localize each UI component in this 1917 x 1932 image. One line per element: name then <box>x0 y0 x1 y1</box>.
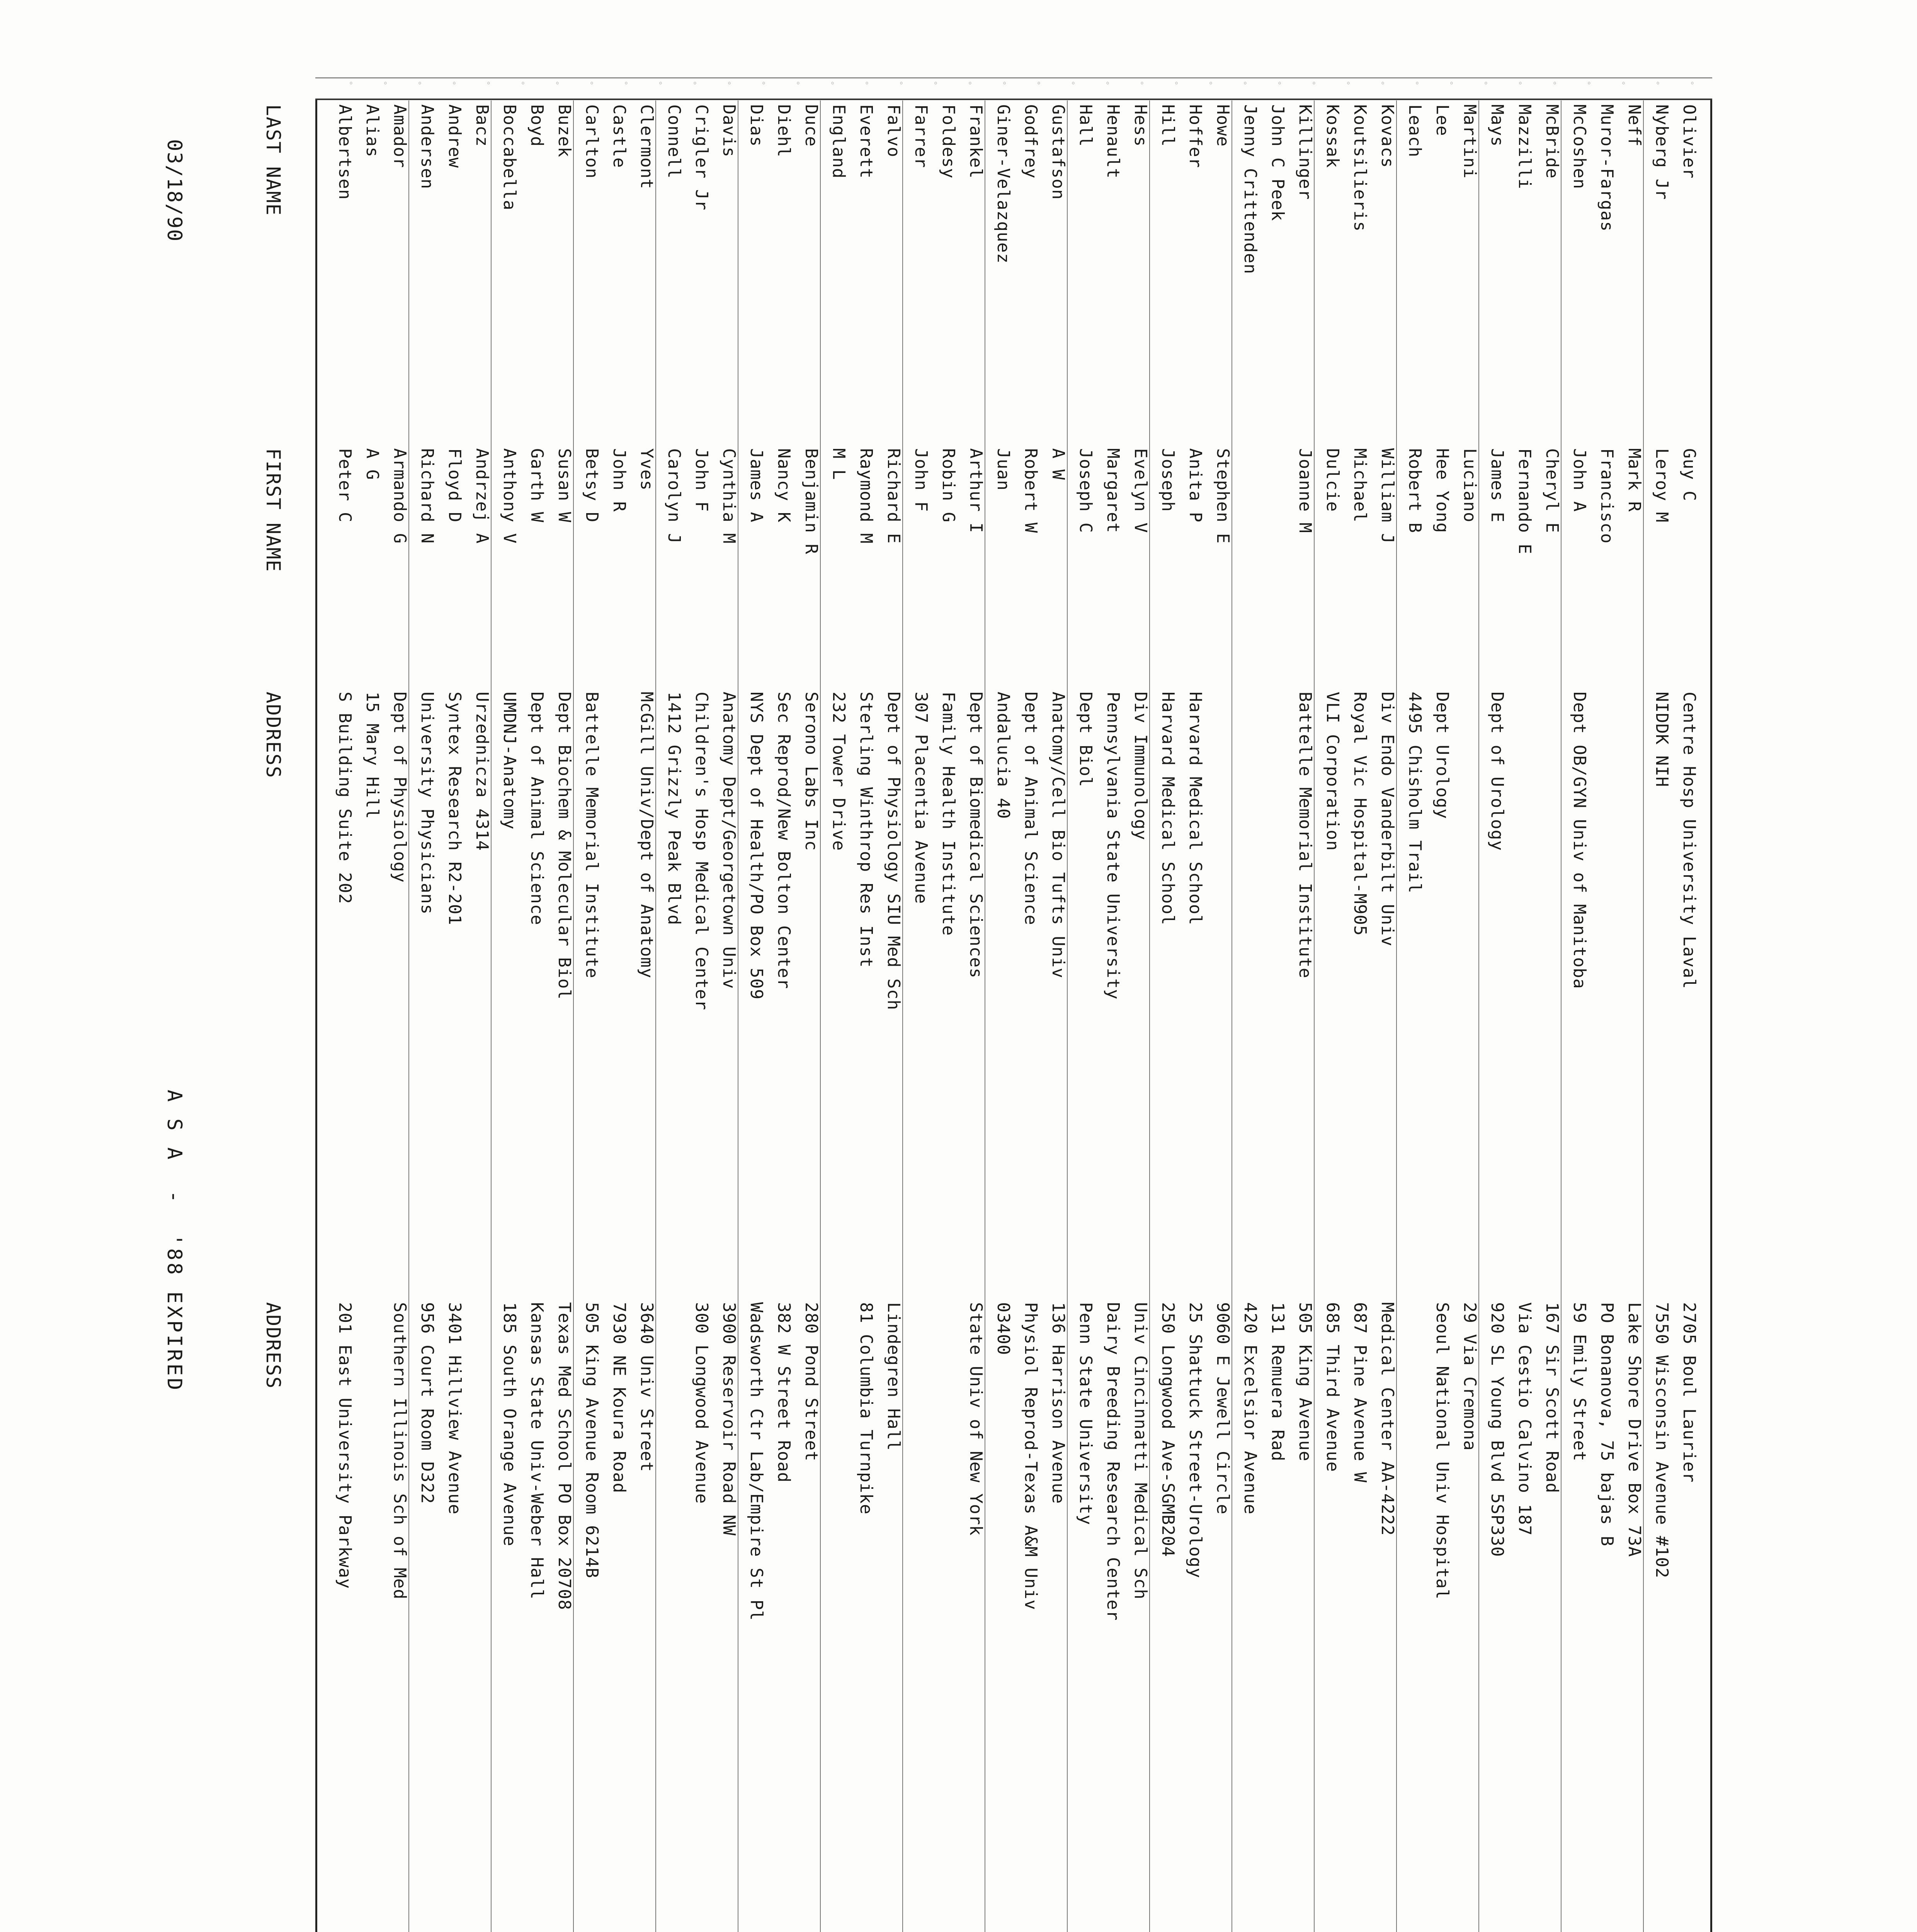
table-row <box>1123 0 1150 1932</box>
cell-last: Alias <box>362 104 382 158</box>
cell-first: Floyd D <box>445 448 464 523</box>
cell-last: Andrew <box>445 104 464 168</box>
cell-addr1: VLI Corporation <box>1323 692 1342 851</box>
cell-last: Olivier <box>1679 104 1699 179</box>
cell-addr2: 7930 NE Koura Road <box>609 1302 629 1493</box>
cell-first: Dulcie <box>1323 448 1342 512</box>
cell-addr1: NYS Dept of Health/PO Box 509 <box>747 692 766 1000</box>
cell-first: John F <box>692 448 711 512</box>
cell-last: Connell <box>664 104 684 179</box>
cell-first: Andrzej A <box>472 448 492 544</box>
cell-first: Robin G <box>939 448 958 523</box>
cell-first: Mark R <box>1624 448 1644 512</box>
feed-hole-mark: ◦ <box>621 81 631 86</box>
col-header-address-2: ADDRESS <box>262 1302 284 1389</box>
cell-last: Godfrey <box>1021 104 1041 179</box>
cell-addr2: 29 Via Cremona <box>1460 1302 1480 1451</box>
cell-first: William J <box>1378 448 1397 544</box>
cell-first: Joanne M <box>1295 448 1315 533</box>
table-row <box>382 0 409 1932</box>
cell-addr2: 59 Emily Street <box>1570 1302 1589 1462</box>
cell-addr2: 3401 Hillview Avenue <box>445 1302 464 1515</box>
cell-addr2: Dairy Breeding Research Center <box>1103 1302 1123 1621</box>
cell-last: Howe <box>1213 104 1233 147</box>
cell-first: Peter C <box>335 448 355 523</box>
cell-first: Carolyn J <box>664 448 684 544</box>
table-row <box>327 0 354 1932</box>
cell-last: Amador <box>390 104 410 168</box>
feed-hole-mark: ◦ <box>1584 81 1594 86</box>
cell-last: Mays <box>1487 104 1507 147</box>
cell-last: Clermont <box>637 104 657 189</box>
cell-last: Koutsilieris <box>1350 104 1370 232</box>
cell-addr1: Div Immunology <box>1131 692 1150 840</box>
cell-first: Benjamin R <box>801 448 821 554</box>
cell-addr1: Pennsylvania State University <box>1103 692 1123 1000</box>
cell-first: John F <box>911 448 931 512</box>
col-header-address-1: ADDRESS <box>262 692 284 779</box>
table-row <box>1534 0 1561 1932</box>
cell-last: Kovacs <box>1378 104 1397 168</box>
cell-first: A W <box>1048 448 1068 480</box>
cell-last: Giner-Velazquez <box>993 104 1013 264</box>
table-row <box>1260 0 1287 1932</box>
table-row <box>1616 0 1644 1932</box>
feed-hole-mark: ◦ <box>759 81 768 86</box>
table-row <box>711 0 738 1932</box>
cell-last: Davis <box>719 104 739 158</box>
cell-addr2: 382 W Street Road <box>774 1302 794 1483</box>
cell-addr1: Battelle Memorial Institute <box>1295 692 1315 979</box>
cell-addr2: 685 Third Avenue <box>1323 1302 1342 1472</box>
cell-addr1: Serono Labs Inc <box>801 692 821 851</box>
cell-addr2: 505 King Avenue Room 6214B <box>582 1302 602 1578</box>
table-row <box>738 0 766 1932</box>
cell-addr1: Dept of Physiology <box>390 692 410 883</box>
cell-addr1: Dept of Animal Science <box>527 692 547 925</box>
feed-hole-mark: ◦ <box>1687 81 1697 86</box>
cell-last: Hoffer <box>1186 104 1205 168</box>
feed-hole-mark: ◦ <box>931 81 940 86</box>
table-row <box>766 0 793 1932</box>
feed-hole-mark: ◦ <box>690 81 699 86</box>
cell-addr2: State Univ of New York <box>966 1302 986 1536</box>
feed-hole-mark: ◦ <box>1206 81 1215 86</box>
cell-addr1: 4495 Chisholm Trail <box>1405 692 1425 894</box>
cell-first: Armando G <box>390 448 410 544</box>
cell-first: Guy C <box>1679 448 1699 502</box>
report-title: A S A - '88 EXPIRED <box>163 1090 186 1393</box>
cell-addr2: Texas Med School PO Box 20708 <box>555 1302 574 1611</box>
cell-last: Neff <box>1624 104 1644 147</box>
cell-addr2: Kansas State Univ-Weber Hall <box>527 1302 547 1600</box>
table-row <box>1287 0 1315 1932</box>
feed-hole-mark: ◦ <box>415 81 424 86</box>
cell-addr1: S Building Suite 202 <box>335 692 355 904</box>
feed-hole-mark: ◦ <box>484 81 493 86</box>
table-row <box>1507 0 1534 1932</box>
cell-last: Hill <box>1158 104 1178 147</box>
feed-hole-mark: ◦ <box>1309 81 1318 86</box>
table-row <box>1068 0 1095 1932</box>
cell-addr2: 201 East University Parkway <box>335 1302 355 1589</box>
cell-addr1: Dept Biol <box>1076 692 1095 787</box>
cell-addr1: Family Health Institute <box>939 692 958 936</box>
cell-addr2: 420 Excelsior Avenue <box>1240 1302 1260 1515</box>
cell-first: Leroy M <box>1652 448 1672 523</box>
cell-addr1: Harvard Medical School <box>1158 692 1178 925</box>
cell-addr1: 307 Placentia Avenue <box>911 692 931 904</box>
cell-addr1: Urzednicza 4314 <box>472 692 492 851</box>
cell-last: Andersen <box>417 104 437 189</box>
cell-addr1: Dept Urology <box>1432 692 1452 819</box>
table-row <box>1561 0 1589 1932</box>
feed-hole-mark: ◦ <box>1240 81 1250 86</box>
cell-last: Frankel <box>966 104 986 179</box>
cell-first: Stephen E <box>1213 448 1233 544</box>
cell-addr2: 250 Longwood Ave-SGMB204 <box>1158 1302 1178 1557</box>
cell-addr2: 185 South Orange Avenue <box>500 1302 519 1547</box>
table-row <box>1315 0 1342 1932</box>
table-row <box>437 0 464 1932</box>
cell-addr2: Univ Cincinnatti Medical Sch <box>1131 1302 1150 1600</box>
cell-first: James A <box>747 448 766 523</box>
cell-addr2: 9060 E Jewell Circle <box>1213 1302 1233 1515</box>
cell-last: Crigler Jr <box>692 104 711 211</box>
cell-addr2: 167 Sir Scott Road <box>1542 1302 1562 1493</box>
cell-first: Robert W <box>1021 448 1041 533</box>
cell-first: Hee Yong <box>1432 448 1452 533</box>
cell-addr1: Anatomy/Cell Bio Tufts Univ <box>1048 692 1068 979</box>
cell-last: Foldesy <box>939 104 958 179</box>
cell-addr2: Lindegren Hall <box>884 1302 903 1451</box>
feed-hole-mark: ◦ <box>1034 81 1043 86</box>
cell-addr1: 232 Tower Drive <box>829 692 849 851</box>
cell-addr2: 2705 Boul Laurier <box>1679 1302 1699 1483</box>
cell-first: Betsy D <box>582 448 602 523</box>
cell-addr2: Southern Illinois Sch of Med <box>390 1302 410 1600</box>
cell-last: Killinger <box>1295 104 1315 200</box>
cell-last: Mazzilli <box>1515 104 1534 189</box>
table-row <box>1671 0 1699 1932</box>
feed-hole-mark: ◦ <box>1619 81 1628 86</box>
cell-last: Leach <box>1405 104 1425 158</box>
cell-first: Richard N <box>417 448 437 544</box>
feed-hole-mark: ◦ <box>1378 81 1387 86</box>
cell-last: Albertsen <box>335 104 355 200</box>
feed-hole-mark: ◦ <box>381 81 390 86</box>
feed-hole-mark: ◦ <box>1068 81 1078 86</box>
cell-last: Henault <box>1103 104 1123 179</box>
feed-hole-mark: ◦ <box>587 81 596 86</box>
cell-addr1: Anatomy Dept/Georgetown Univ <box>719 692 739 989</box>
cell-last: Dias <box>747 104 766 147</box>
cell-first: Susan W <box>555 448 574 523</box>
cell-last: Lee <box>1432 104 1452 136</box>
cell-addr1: Children's Hosp Medical Center <box>692 692 711 1010</box>
cell-addr2: 81 Columbia Turnpike <box>856 1302 876 1515</box>
table-row <box>1644 0 1671 1932</box>
cell-first: Cheryl E <box>1542 448 1562 533</box>
column-headers <box>253 0 284 1932</box>
feed-hole-mark: ◦ <box>1481 81 1490 86</box>
cell-first: Margaret <box>1103 448 1123 533</box>
cell-addr2: 3900 Reservoir Road NW <box>719 1302 739 1536</box>
table-row <box>1040 0 1068 1932</box>
table-row <box>1177 0 1205 1932</box>
cell-addr2: Seoul National Univ Hospital <box>1432 1302 1452 1600</box>
table-top-rule <box>315 99 317 1932</box>
cell-last: Castle <box>609 104 629 168</box>
table-row <box>958 0 985 1932</box>
cell-first: M L <box>829 448 849 480</box>
feed-hole-mark: ◦ <box>518 81 527 86</box>
feed-hole-mark: ◦ <box>346 81 356 86</box>
cell-addr1: Div Endo Vanderbilt Univ <box>1378 692 1397 947</box>
cell-addr1: Sterling Winthrop Res Inst <box>856 692 876 968</box>
cell-first: Cynthia M <box>719 448 739 544</box>
feed-hole-mark: ◦ <box>1447 81 1456 86</box>
cell-last: Muror-Fargas <box>1597 104 1617 232</box>
cell-first: Anita P <box>1186 448 1205 523</box>
cell-addr2: Wadsworth Ctr Lab/Empire St Pl <box>747 1302 766 1621</box>
cell-first: Fernando E <box>1515 448 1534 554</box>
feed-hole-mark: ◦ <box>862 81 871 86</box>
cell-addr2: 920 SL Young Blvd 5SP330 <box>1487 1302 1507 1557</box>
table-bottom-rule <box>1710 99 1712 1932</box>
table-row <box>354 0 382 1932</box>
table-row <box>1150 0 1177 1932</box>
cell-last: Hall <box>1076 104 1095 147</box>
table-row <box>1589 0 1616 1932</box>
table-row <box>876 0 903 1932</box>
table-row <box>574 0 601 1932</box>
cell-first: Robert B <box>1405 448 1425 533</box>
cell-last: England <box>829 104 849 179</box>
cell-last: Farrer <box>911 104 931 168</box>
cell-last: John C Peek <box>1268 104 1288 221</box>
table-row <box>821 0 848 1932</box>
table-row <box>1205 0 1232 1932</box>
table-row <box>1452 0 1479 1932</box>
table-row <box>684 0 711 1932</box>
table-row <box>519 0 546 1932</box>
cell-last: Kossak <box>1323 104 1342 168</box>
table-row <box>629 0 656 1932</box>
cell-last: Martini <box>1460 104 1480 179</box>
cell-last: Hess <box>1131 104 1150 147</box>
table-row <box>492 0 519 1932</box>
feed-hole-mark: ◦ <box>553 81 562 86</box>
cell-addr1: 1412 Grizzly Peak Blvd <box>664 692 684 925</box>
cell-addr1: 15 Mary Hill <box>362 692 382 819</box>
cell-addr1: Dept of Physiology SIU Med Sch <box>884 692 903 1010</box>
table-row <box>1232 0 1260 1932</box>
cell-last: Diehl <box>774 104 794 158</box>
col-header-last-name: LAST NAME <box>262 104 284 216</box>
cell-addr1: Dept OB/GYN Univ of Manitoba <box>1570 692 1589 989</box>
cell-first: James E <box>1487 448 1507 523</box>
table-row <box>903 0 930 1932</box>
cell-addr1: Syntex Research R2-201 <box>445 692 464 925</box>
cell-first: Garth W <box>527 448 547 523</box>
cell-first: John R <box>609 448 629 512</box>
cell-addr2: 956 Court Room D322 <box>417 1302 437 1504</box>
cell-addr1: Centre Hosp University Laval <box>1679 692 1699 989</box>
table-row <box>985 0 1013 1932</box>
cell-first: Francisco <box>1597 448 1617 544</box>
cell-addr1: Harvard Medical School <box>1186 692 1205 925</box>
feed-hole-mark: ◦ <box>725 81 734 86</box>
cell-first: Michael <box>1350 448 1370 523</box>
cell-addr2: 687 Pine Avenue W <box>1350 1302 1370 1483</box>
table-row <box>1369 0 1397 1932</box>
cell-last: McCoshen <box>1570 104 1589 189</box>
feed-hole-mark: ◦ <box>1000 81 1009 86</box>
cell-addr1: UMDNJ-Anatomy <box>500 692 519 830</box>
cell-addr1: McGill Univ/Dept of Anatomy <box>637 692 657 979</box>
feed-hole-mark: ◦ <box>449 81 459 86</box>
cell-first: Arthur I <box>966 448 986 533</box>
table-row <box>464 0 492 1932</box>
report-date: 03/18/90 <box>163 139 186 242</box>
cell-addr1: Dept of Animal Science <box>1021 692 1041 925</box>
feed-hole-mark: ◦ <box>1653 81 1662 86</box>
cell-last: Bacz <box>472 104 492 147</box>
cell-first: Nancy K <box>774 448 794 523</box>
cell-addr2: PO Bonanova, 75 bajas B <box>1597 1302 1617 1547</box>
feed-hole-mark: ◦ <box>793 81 803 86</box>
cell-last: Buzek <box>555 104 574 158</box>
table-row <box>546 0 574 1932</box>
cell-addr2: Physiol Reprod-Texas A&M Univ <box>1021 1302 1041 1611</box>
feed-hole-mark: ◦ <box>1137 81 1146 86</box>
cell-first: Evelyn V <box>1131 448 1150 533</box>
table-row <box>1479 0 1507 1932</box>
cell-addr2: 505 King Avenue <box>1295 1302 1315 1462</box>
cell-addr1: NIDDK NIH <box>1652 692 1672 787</box>
feed-hole-mark: ◦ <box>965 81 975 86</box>
cell-addr2: 131 Remuera Rad <box>1268 1302 1288 1462</box>
table-row <box>409 0 437 1932</box>
cell-last: Duce <box>801 104 821 147</box>
cell-last: Gustafson <box>1048 104 1068 200</box>
col-header-first-name: FIRST NAME <box>262 448 284 573</box>
cell-last: Carlton <box>582 104 602 179</box>
table-row <box>601 0 629 1932</box>
cell-addr2: 136 Harrison Avenue <box>1048 1302 1068 1504</box>
cell-addr2: Via Cestio Calvino 187 <box>1515 1302 1534 1536</box>
cell-first: Joseph <box>1158 448 1178 512</box>
cell-addr2: 280 Pond Street <box>801 1302 821 1462</box>
cell-addr1: Andalucia 40 <box>993 692 1013 819</box>
feed-hole-mark: ◦ <box>1172 81 1181 86</box>
feed-hole-mark: ◦ <box>828 81 837 86</box>
cell-addr1: Royal Vic Hospital-M905 <box>1350 692 1370 936</box>
cell-first: Richard E <box>884 448 903 544</box>
cell-addr2: 25 Shattuck Street-Urology <box>1186 1302 1205 1578</box>
feed-hole-mark: ◦ <box>1550 81 1559 86</box>
cell-last: Boccabella <box>500 104 519 211</box>
cell-first: Joseph C <box>1076 448 1095 533</box>
table-row <box>848 0 876 1932</box>
cell-addr2: Lake Shore Drive Box 73A <box>1624 1302 1644 1557</box>
table-row <box>1342 0 1369 1932</box>
cell-addr1: Sec Reprod/New Bolton Center <box>774 692 794 989</box>
cell-first: Yves <box>637 448 657 491</box>
cell-addr2: 3640 Univ Street <box>637 1302 657 1472</box>
cell-first: A G <box>362 448 382 480</box>
cell-first: John A <box>1570 448 1589 512</box>
feed-hole-mark: ◦ <box>656 81 665 86</box>
cell-addr2: 03400 <box>993 1302 1013 1355</box>
cell-addr2: Medical Center AA-4222 <box>1378 1302 1397 1536</box>
cell-addr2: 7550 Wisconsin Avenue #102 <box>1652 1302 1672 1578</box>
table-row <box>930 0 958 1932</box>
feed-hole-mark: ◦ <box>1412 81 1422 86</box>
cell-last: Boyd <box>527 104 547 147</box>
cell-addr2: Penn State University <box>1076 1302 1095 1526</box>
cell-last: Everett <box>856 104 876 179</box>
cell-addr1: Dept Biochem & Molecular Biol <box>555 692 574 1000</box>
cell-addr1: University Physicians <box>417 692 437 915</box>
feed-hole-mark: ◦ <box>1344 81 1353 86</box>
table-row <box>1424 0 1452 1932</box>
cell-first: Juan <box>993 448 1013 491</box>
cell-last: Nyberg Jr <box>1652 104 1672 200</box>
feed-hole-mark: ◦ <box>1275 81 1284 86</box>
cell-first: Raymond M <box>856 448 876 544</box>
cell-addr1: Dept of Biomedical Sciences <box>966 692 986 979</box>
table-row <box>1095 0 1123 1932</box>
cell-last: Jenny Crittenden <box>1240 104 1260 274</box>
cell-addr1: Dept of Urology <box>1487 692 1507 851</box>
cell-first: Luciano <box>1460 448 1480 523</box>
feed-hole-mark: ◦ <box>896 81 906 86</box>
cell-addr1: Battelle Memorial Institute <box>582 692 602 979</box>
table-row <box>1013 0 1040 1932</box>
cell-first: Anthony V <box>500 448 519 544</box>
table-row <box>656 0 684 1932</box>
feed-hole-mark: ◦ <box>1516 81 1525 86</box>
cell-last: Falvo <box>884 104 903 158</box>
feed-hole-mark: ◦ <box>1103 81 1112 86</box>
cell-addr2: 300 Longwood Avenue <box>692 1302 711 1504</box>
table-row <box>793 0 821 1932</box>
table-row <box>1397 0 1424 1932</box>
cell-last: McBride <box>1542 104 1562 179</box>
